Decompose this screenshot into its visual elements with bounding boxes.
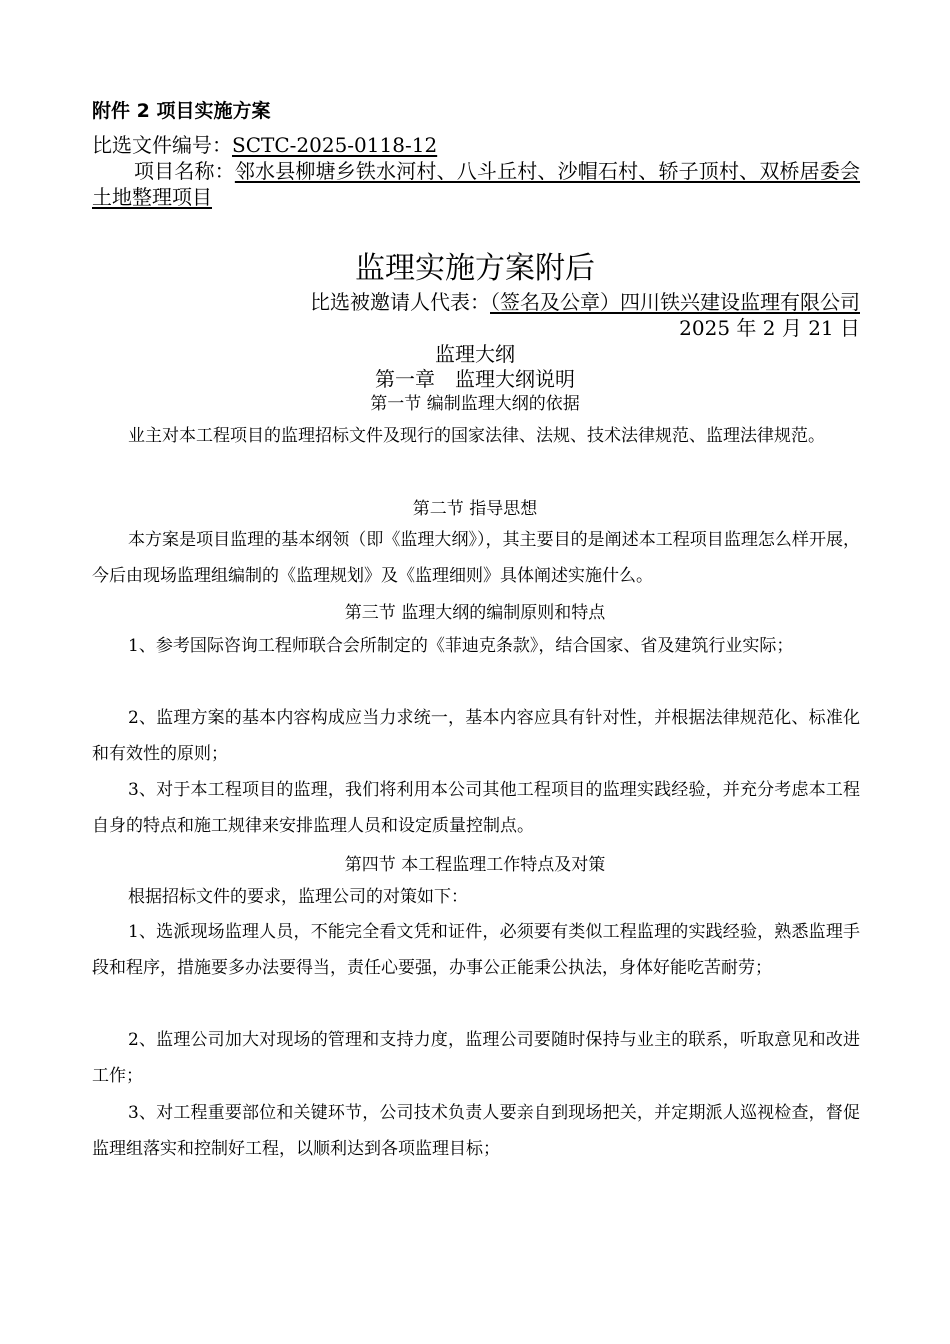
section-3-paragraph-3: 3、对于本工程项目的监理，我们将利用本公司其他工程项目的监理实践经验，并充分考虑本工程自身的特点和施工规律来安排监理人员和设定质量控制点。	[92, 780, 860, 836]
section-2-paragraph-1: 本方案是项目监理的基本纲领（即《监理大纲》），其主要目的是阐述本工程项目监理怎么样开展，今后由现场监理组编制的《监理规划》及《监理细则》具体阐述实施什么。	[92, 530, 860, 586]
section-1-paragraph-1: 业主对本工程项目的监理招标文件及现行的国家法律、法规、技术法律规范、监理法律规范。	[128, 426, 825, 446]
section-1-heading: 第一节 编制监理大纲的依据	[370, 394, 580, 414]
section-3-paragraph-1: 1、参考国际咨询工程师联合会所制定的《菲迪克条款》，结合国家、省及建筑行业实际；	[128, 636, 794, 656]
project-name-value: 邻水县柳塘乡铁水河村、八斗丘村、沙帽石村、轿子顶村、双桥居委会土地整理项目	[92, 159, 861, 209]
document-date: 2025 年 2 月 21 日	[679, 316, 860, 340]
doc-code-line	[92, 132, 437, 158]
project-name-line	[92, 158, 860, 210]
representative-label: 比选被邀请人代表：	[310, 290, 490, 314]
section-3-heading: 第三节 监理大纲的编制原则和特点	[344, 603, 606, 623]
section-4-heading: 第四节 本工程监理工作特点及对策	[344, 855, 606, 875]
doc-code-label: 比选文件编号：	[92, 133, 232, 157]
representative-value: （签名及公章）四川铁兴建设监理有限公司	[490, 290, 860, 314]
section-4-paragraph-3: 2、监理公司加大对现场的管理和支持力度，监理公司要随时保持与业主的联系，听取意见和改进工作；	[92, 1030, 860, 1086]
main-title: 监理实施方案附后	[355, 251, 595, 286]
attachment-heading: 附件 2 项目实施方案	[92, 100, 271, 122]
chapter-title: 第一章 监理大纲说明	[375, 367, 575, 391]
outline-title: 监理大纲	[435, 342, 515, 366]
section-4-paragraph-4: 3、对工程重要部位和关键环节，公司技术负责人要亲自到现场把关，并定期派人巡视检查，督促监理组落实和控制好工程，以顺利达到各项监理目标；	[92, 1103, 860, 1159]
project-label: 项目名称：	[134, 159, 235, 183]
section-3-paragraph-2: 2、监理方案的基本内容构成应当力求统一，基本内容应具有针对性，并根据法律规范化、标准化和有效性的原则；	[92, 708, 860, 764]
representative-line	[310, 286, 860, 315]
section-4-paragraph-1: 根据招标文件的要求，监理公司的对策如下：	[128, 887, 468, 907]
section-4-paragraph-2: 1、选派现场监理人员，不能完全看文凭和证件，必须要有类似工程监理的实践经验，熟悉监理手段和程序，措施要多办法要得当，责任心要强，办事公正能秉公执法，身体好能吃苦耐劳；	[92, 922, 860, 978]
doc-code-value: SCTC-2025-0118-12	[232, 133, 438, 157]
section-2-heading: 第二节 指导思想	[412, 499, 538, 519]
